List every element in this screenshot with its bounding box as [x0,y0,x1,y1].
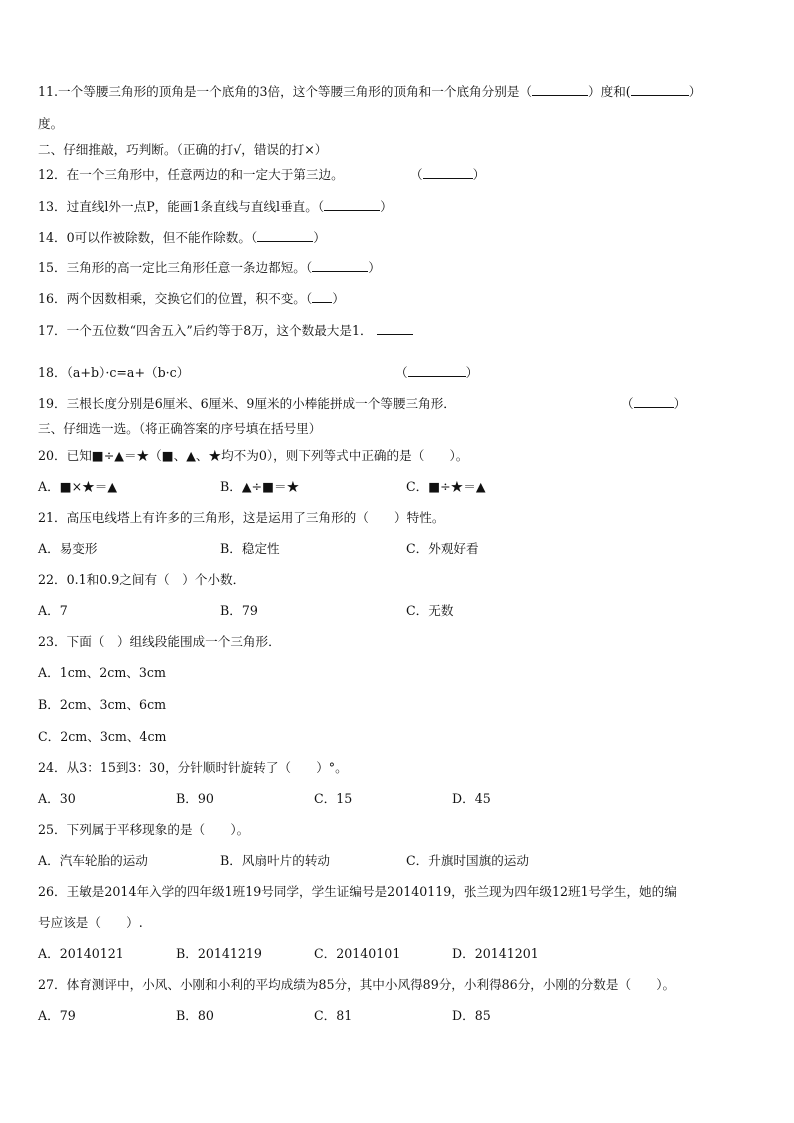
option-a[interactable]: A．易变形 [38,541,98,556]
paren-close: ） [472,167,486,182]
question-25: 25．下列属于平移现象的是（ ）。 [38,822,250,837]
option-b[interactable]: B．2cm、3cm、6cm [38,697,167,712]
option-b[interactable]: B．▲÷■＝★ [220,479,300,494]
answer-blank[interactable] [423,167,473,179]
answer-blank[interactable] [324,199,380,211]
question-11-continuation: 度。 [38,116,64,131]
paren-open: （ [621,396,634,411]
option-b[interactable]: B．风扇叶片的转动 [220,853,331,868]
answer-blank[interactable] [312,291,332,303]
question-18-answer [395,365,478,381]
paren-close: ） [673,396,687,411]
paren-close: ） [380,199,393,214]
question-19-answer [621,396,686,412]
option-c[interactable]: C．81 [314,1008,353,1023]
answer-blank[interactable] [312,260,368,272]
answer-blank[interactable] [631,84,689,96]
option-c[interactable]: C．■÷★＝▲ [406,479,486,494]
option-b[interactable]: B．79 [220,603,258,618]
answer-blank[interactable] [408,365,466,377]
question-18 [38,365,189,381]
question-14 [38,230,326,246]
question-12 [38,167,344,183]
option-a[interactable]: A．20140121 [38,946,124,961]
paren-close: ） [368,260,381,275]
option-c[interactable]: C．20140101 [314,946,401,961]
question-17 [38,323,413,339]
question-14-text: 14．0可以作被除数，但不能作除数。（ [38,230,258,245]
question-13 [38,199,393,215]
question-26-continuation: 号应该是（ ）. [38,915,143,930]
question-12-text: 12．在一个三角形中，任意两边的和一定大于第三边。 [38,167,344,182]
question-19-text: 19．三根长度分别是6厘米、6厘米、9厘米的小棒能拼成一个等腰三角形． [38,396,456,411]
option-a[interactable]: A．30 [38,791,76,806]
question-22: 22．0.1和0.9之间有（ ）个小数． [38,572,246,587]
option-c[interactable]: C．外观好看 [406,541,479,556]
question-11-text: 11.一个等腰三角形的顶角是一个底角的3倍，这个等腰三角形的顶角和一个底角分别是（ [38,84,533,99]
option-d[interactable]: D．85 [452,1008,491,1023]
option-d[interactable]: D．45 [452,791,491,806]
answer-blank[interactable] [377,323,413,335]
question-11-end: ） [688,84,702,99]
question-20: 20．已知■÷▲＝★（■、▲、★均不为0），则下列等式中正确的是（ ）。 [38,448,469,463]
question-12-answer [410,167,485,183]
question-19 [38,396,456,412]
option-a[interactable]: A．■×★＝▲ [38,479,118,494]
question-21: 21．高压电线塔上有许多的三角形，这是运用了三角形的（ ）特性。 [38,510,445,525]
option-d[interactable]: D．20141201 [452,946,539,961]
option-a[interactable]: A．汽车轮胎的运动 [38,853,148,868]
question-24: 24．从3：15到3：30，分针顺时针旋转了（ ）°。 [38,760,348,775]
answer-blank[interactable] [257,230,313,242]
option-c[interactable]: C．升旗时国旗的运动 [406,853,529,868]
question-23: 23．下面（ ）组线段能围成一个三角形． [38,634,281,649]
question-11-mid: ）度和( [588,84,631,99]
option-c[interactable]: C．15 [314,791,353,806]
paren-close: ） [332,291,345,306]
option-b[interactable]: B．稳定性 [220,541,280,556]
paren-open: （ [410,167,423,182]
option-c[interactable]: C．无数 [406,603,454,618]
option-c[interactable]: C．2cm、3cm、4cm [38,729,167,744]
paren-close: ） [465,365,479,380]
question-15 [38,260,381,276]
paren-close: ） [313,230,326,245]
question-27: 27．体育测评中，小风、小刚和小利的平均成绩为85分，其中小风得89分，小利得86分，小刚的分数是（ ）。 [38,977,676,992]
question-16-text: 16．两个因数相乘，交换它们的位置，积不变。（ [38,291,313,306]
question-16 [38,291,345,307]
option-a[interactable]: A．1cm、2cm、3cm [38,665,166,680]
answer-blank[interactable] [532,84,588,96]
option-b[interactable]: B．80 [176,1008,214,1023]
question-11 [38,84,701,100]
paren-open: （ [395,365,408,380]
option-a[interactable]: A．7 [38,603,68,618]
question-26: 26．王敏是2014年入学的四年级1班19号同学，学生证编号是20140119，张兰现为四年级12班1号学生，她的编 [38,884,677,899]
section-2-heading: 二、仔细推敲，巧判断。（正确的打√，错误的打×） [38,142,328,157]
option-b[interactable]: B．90 [176,791,214,806]
question-15-text: 15．三角形的高一定比三角形任意一条边都短。（ [38,260,313,275]
question-13-text: 13．过直线l外一点P，能画1条直线与直线l垂直。（ [38,199,325,214]
question-18-text: 18．（a+b）·c=a+（b·c） [38,365,190,380]
question-17-text: 17．一个五位数“四舍五入”后约等于8万，这个数最大是1． [38,323,373,338]
option-b[interactable]: B．20141219 [176,946,262,961]
option-a[interactable]: A．79 [38,1008,76,1023]
section-3-heading: 三、仔细选一选。（将正确答案的序号填在括号里） [38,421,322,436]
answer-blank[interactable] [634,396,674,408]
